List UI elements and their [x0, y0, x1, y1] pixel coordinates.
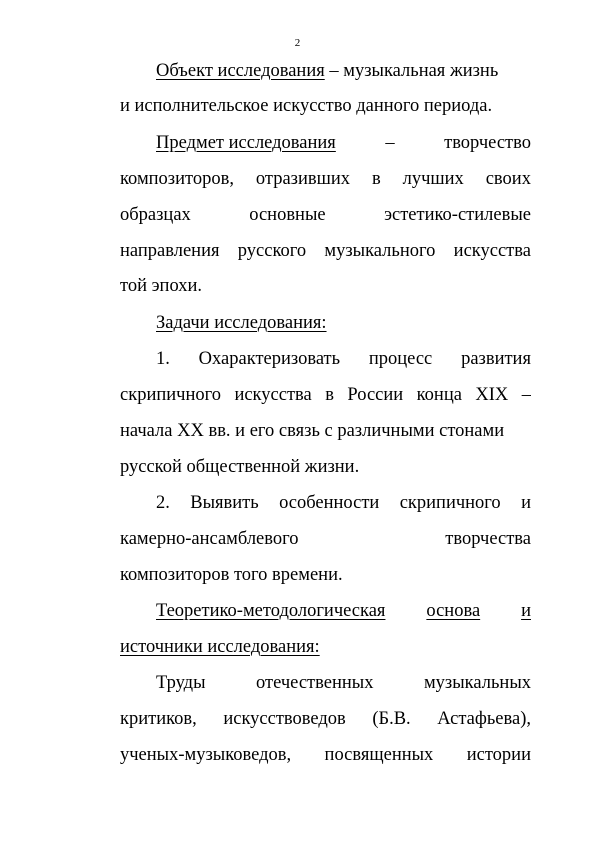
list-number: 1. — [156, 349, 170, 369]
object-line-2: и исполнительское искусство данного периода. — [120, 96, 493, 116]
word: скрипичного — [399, 493, 501, 513]
task1-line-4: русской общественной жизни. — [120, 457, 360, 477]
word: искусства — [453, 241, 531, 261]
word: искусства — [234, 385, 312, 405]
subject-line-2 — [120, 161, 531, 198]
object-heading: Объект исследования — [156, 61, 325, 81]
word: процесс — [368, 349, 433, 369]
subject-word: творчество — [444, 133, 531, 153]
word: основные — [249, 205, 326, 225]
word: Выявить — [190, 493, 259, 513]
word: искусствоведов — [223, 709, 346, 729]
word: конца — [416, 385, 462, 405]
word: XIX — [475, 385, 509, 405]
methodology-body-line-2 — [120, 701, 531, 738]
word: лучших — [402, 169, 464, 189]
methodology-heading-line-2 — [120, 629, 531, 666]
word: творчества — [445, 529, 531, 549]
word: камерно-ансамблевого — [120, 529, 299, 549]
task2-line-3: композиторов того времени. — [120, 565, 343, 585]
word: скрипичного — [120, 385, 221, 405]
methodology-heading-end: источники исследования: — [120, 637, 320, 657]
methodology-body-line-3 — [120, 737, 531, 774]
word: в — [371, 169, 381, 189]
task1-line-1 — [156, 341, 531, 378]
task2-line-1 — [156, 485, 531, 522]
subject-dash: – — [385, 133, 395, 153]
page-number: 2 — [294, 37, 301, 49]
word: в — [325, 385, 334, 405]
subject-heading: Предмет исследования — [156, 133, 336, 153]
word: особенности — [279, 493, 380, 513]
word: развития — [461, 349, 531, 369]
word: ученых-музыковедов, — [120, 745, 292, 765]
word: истории — [466, 745, 531, 765]
word: – — [521, 385, 531, 405]
word: русского — [237, 241, 307, 261]
word: и — [521, 493, 531, 513]
task1-line-3: начала XX вв. и его связь с различными стонами — [120, 421, 505, 441]
object-text: – музыкальная жизнь — [324, 61, 499, 81]
list-number: 2. — [156, 493, 170, 513]
word: композиторов, — [120, 169, 234, 189]
word: эстетико-стилевые — [384, 205, 531, 225]
methodology-heading-word: основа — [426, 601, 481, 621]
methodology-heading-word: и — [521, 601, 531, 621]
word: Труды — [156, 673, 206, 693]
word: отечественных — [256, 673, 374, 693]
word: образцах — [120, 205, 191, 225]
tasks-heading-line — [156, 305, 531, 342]
word: Охарактеризовать — [198, 349, 341, 369]
subject-line-3 — [120, 197, 531, 234]
word: (Б.В. — [372, 709, 411, 729]
word: отразивших — [255, 169, 351, 189]
word: музыкальных — [423, 673, 531, 693]
word: музыкального — [324, 241, 436, 261]
methodology-heading-word: Теоретико-методологическая — [156, 601, 386, 621]
word: Астафьева), — [437, 709, 531, 729]
task1-line-2 — [120, 377, 531, 414]
task2-line-2 — [120, 521, 531, 558]
subject-line-5: той эпохи. — [120, 276, 203, 296]
word: критиков, — [120, 709, 197, 729]
word: России — [347, 385, 404, 405]
word: посвященных — [324, 745, 434, 765]
tasks-heading: Задачи исследования: — [156, 313, 327, 333]
object-line-1 — [156, 53, 531, 90]
subject-line-1 — [156, 125, 531, 162]
methodology-body-line-1 — [156, 665, 531, 702]
methodology-heading-line-1 — [156, 593, 531, 630]
subject-line-4 — [120, 233, 531, 270]
word: направления — [120, 241, 220, 261]
word: своих — [485, 169, 531, 189]
